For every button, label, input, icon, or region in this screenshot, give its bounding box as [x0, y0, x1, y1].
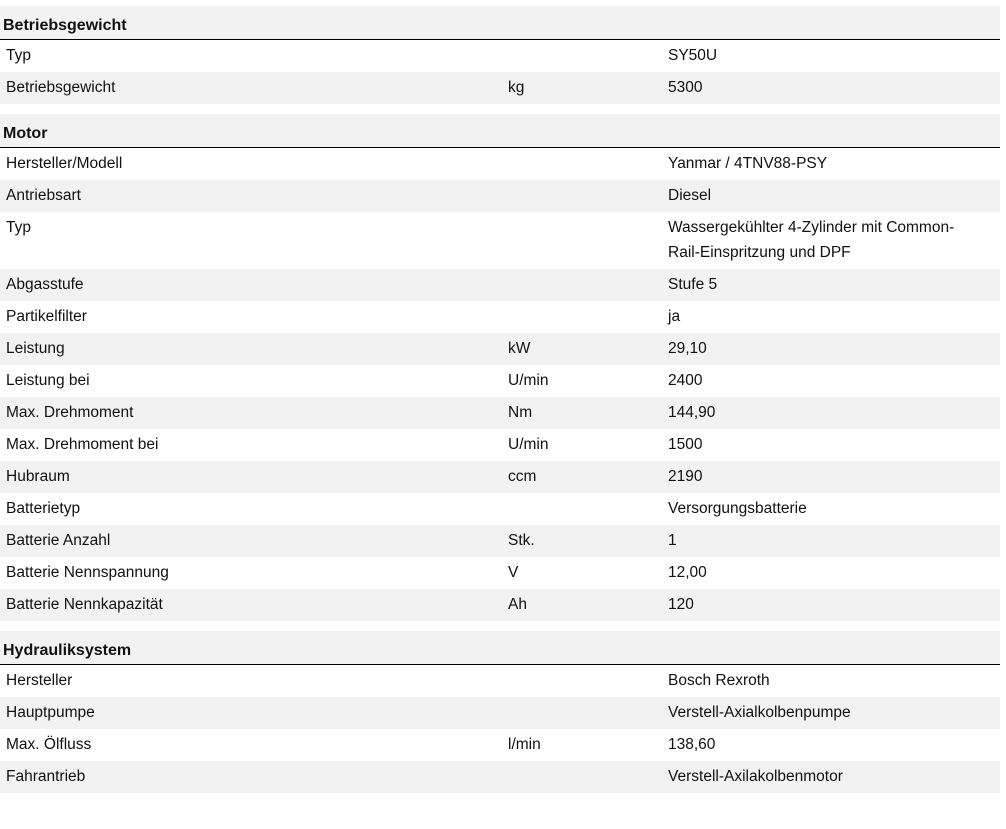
row-label: Max. Ölfluss: [6, 736, 92, 753]
table-row: [0, 761, 1000, 793]
row-unit: [500, 496, 660, 521]
section-gap: [0, 621, 1000, 631]
row-label: Typ: [6, 219, 31, 236]
row-unit: [500, 700, 660, 725]
table-row: [0, 397, 1000, 429]
row-value: 2190: [668, 468, 703, 485]
row-unit: [500, 43, 660, 68]
table-row: [0, 333, 1000, 365]
row-value: 1: [668, 532, 677, 549]
table-row: [0, 212, 1000, 269]
section-header: Motor: [0, 114, 1000, 148]
row-label: Batterie Anzahl: [6, 532, 111, 549]
table-row: [0, 148, 1000, 180]
table-row: [0, 557, 1000, 589]
table-row: [0, 665, 1000, 697]
row-unit: [500, 215, 660, 265]
row-label: Antriebsart: [6, 187, 81, 204]
row-label: Batterietyp: [6, 500, 81, 517]
row-unit: ccm: [508, 468, 537, 485]
row-unit: kg: [508, 79, 525, 96]
row-label: Leistung bei: [6, 372, 90, 389]
row-unit: V: [508, 564, 519, 581]
row-unit: [500, 183, 660, 208]
row-value: Versorgungsbatterie: [668, 500, 807, 517]
table-row: [0, 429, 1000, 461]
row-label: Hauptpumpe: [6, 704, 95, 721]
row-label: Hubraum: [6, 468, 70, 485]
table-row: [0, 697, 1000, 729]
row-value: 2400: [668, 372, 703, 389]
row-unit: Nm: [508, 404, 533, 421]
row-label: Fahrantrieb: [6, 768, 86, 785]
row-unit: U/min: [508, 436, 549, 453]
row-unit: Ah: [508, 596, 527, 613]
row-unit: kW: [508, 340, 531, 357]
row-unit: [500, 668, 660, 693]
row-label: Typ: [6, 47, 31, 64]
table-row: [0, 589, 1000, 621]
row-unit: Stk.: [508, 532, 535, 549]
row-value: 120: [668, 596, 694, 613]
row-unit: [500, 272, 660, 297]
row-value: ja: [668, 308, 681, 325]
spec-sheet: [0, 6, 1000, 793]
section-gap: [0, 104, 1000, 114]
table-row: [0, 525, 1000, 557]
table-row: [0, 72, 1000, 104]
row-value: SY50U: [668, 47, 718, 64]
row-value: 12,00: [668, 564, 707, 581]
table-row: [0, 729, 1000, 761]
section-header: Hydrauliksystem: [0, 631, 1000, 665]
table-row: [0, 365, 1000, 397]
row-value: Bosch Rexroth: [668, 672, 770, 689]
row-value: Wassergekühlter 4-Zylinder mit Common-Rail-Einspritzung und DPF: [668, 219, 955, 261]
table-row: [0, 180, 1000, 212]
row-unit: [500, 304, 660, 329]
row-value: 144,90: [668, 404, 716, 421]
row-value: 1500: [668, 436, 703, 453]
row-unit: U/min: [508, 372, 549, 389]
row-unit: l/min: [508, 736, 541, 753]
table-row: [0, 493, 1000, 525]
row-label: Betriebsgewicht: [6, 79, 116, 96]
row-label: Abgasstufe: [6, 276, 84, 293]
row-value: 5300: [668, 79, 703, 96]
row-unit: [500, 764, 660, 789]
table-row: [0, 301, 1000, 333]
row-unit: [500, 151, 660, 176]
row-label: Hersteller: [6, 672, 73, 689]
row-value: Yanmar / 4TNV88-PSY: [668, 155, 828, 172]
row-label: Leistung: [6, 340, 65, 357]
row-value: Diesel: [668, 187, 712, 204]
row-value: Verstell-Axilakolbenmotor: [668, 768, 843, 785]
row-value: Stufe 5: [668, 276, 718, 293]
row-value: 138,60: [668, 736, 716, 753]
row-label: Hersteller/Modell: [6, 155, 123, 172]
row-value: 29,10: [668, 340, 707, 357]
row-label: Max. Drehmoment: [6, 404, 134, 421]
row-label: Partikelfilter: [6, 308, 87, 325]
table-row: [0, 40, 1000, 72]
row-value: Verstell-Axialkolbenpumpe: [668, 704, 851, 721]
row-label: Max. Drehmoment bei: [6, 436, 159, 453]
section-header: Betriebsgewicht: [0, 6, 1000, 40]
row-label: Batterie Nennkapazität: [6, 596, 163, 613]
row-label: Batterie Nennspannung: [6, 564, 169, 581]
table-row: [0, 461, 1000, 493]
table-row: [0, 269, 1000, 301]
